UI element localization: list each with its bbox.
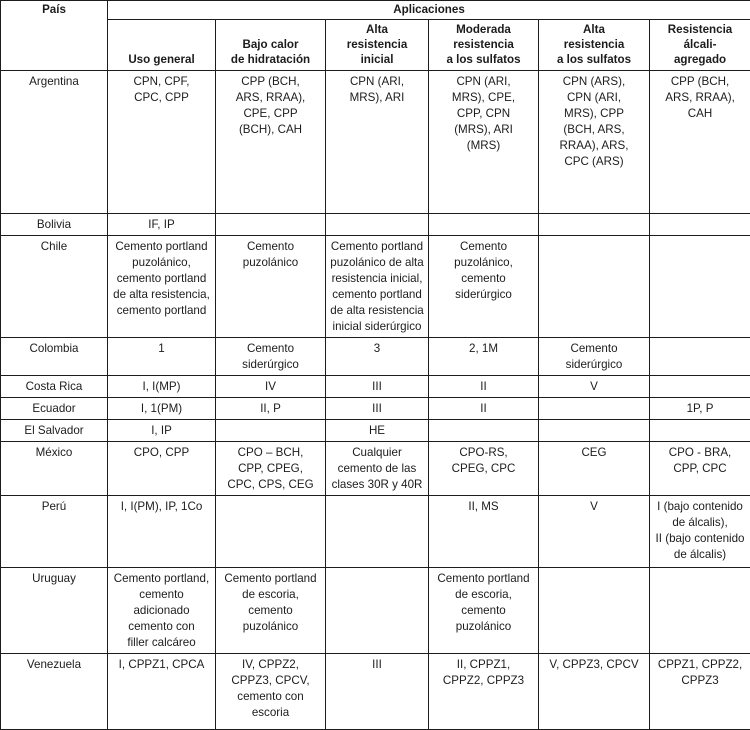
- cell-text-line: Cemento portland: [329, 239, 425, 255]
- cell-text-line: CPN, CPF,: [111, 74, 212, 90]
- table-cell: [216, 236, 326, 338]
- table-cell: [650, 214, 750, 236]
- cell-text-line: CPN (ARS),: [542, 74, 646, 90]
- cell-text-line: cemento con: [219, 689, 322, 705]
- cell-text-line: V, CPPZ3, CPCV: [542, 657, 646, 673]
- cell-text-line: I (bajo contenido: [653, 499, 747, 515]
- cell-text-line: de hidratación: [219, 52, 322, 67]
- cell-text-line: de escoria,: [219, 587, 322, 603]
- cell-text-line: I, IP: [111, 423, 212, 439]
- cell-text-line: inicial siderúrgico: [329, 319, 425, 335]
- cell-text-line: siderúrgico: [219, 357, 322, 373]
- cell-text-line: puzolánico: [219, 619, 322, 635]
- table-row: [1, 398, 750, 420]
- table-cell: [108, 654, 216, 730]
- table-cell: [539, 442, 650, 496]
- column-header: [650, 20, 750, 71]
- table-cell: [108, 398, 216, 420]
- country-cell: Ecuador: [1, 398, 108, 420]
- table-cell: [216, 398, 326, 420]
- cell-text-line: Cemento portland: [432, 571, 535, 587]
- country-cell: Chile: [1, 236, 108, 338]
- cell-text-line: clases 30R y 40R: [329, 477, 425, 493]
- table-cell: [216, 496, 326, 568]
- cell-text-line: filler calcáreo: [111, 635, 212, 651]
- cell-text-line: III: [329, 379, 425, 395]
- table-cell: [429, 376, 539, 398]
- table-row: [1, 338, 750, 376]
- cell-text-line: (MRS): [432, 138, 535, 154]
- cell-text-line: escoria: [219, 705, 322, 721]
- cell-text-line: CPE, CPP: [219, 106, 322, 122]
- table-cell: [650, 398, 750, 420]
- cell-text-line: puzolánico,: [432, 255, 535, 271]
- table-cell: [539, 496, 650, 568]
- table-cell: [539, 376, 650, 398]
- cell-text-line: siderúrgico: [432, 287, 535, 303]
- cell-text-line: Cemento: [219, 239, 322, 255]
- cell-text-line: Alta: [329, 22, 425, 37]
- table-row: [1, 420, 750, 442]
- cell-text-line: CPO-RS,: [432, 445, 535, 461]
- country-cell: El Salvador: [1, 420, 108, 442]
- cell-text-line: (MRS), ARI: [432, 122, 535, 138]
- cell-text-line: Cemento: [432, 239, 535, 255]
- table-row: [1, 496, 750, 568]
- cell-text-line: cemento: [219, 603, 322, 619]
- table-cell: [429, 442, 539, 496]
- cell-text-line: CPEG, CPC: [432, 461, 535, 477]
- table-row: [1, 442, 750, 496]
- column-header: [429, 20, 539, 71]
- table-cell: [539, 236, 650, 338]
- cell-text-line: inicial: [329, 52, 425, 67]
- cell-text-line: cemento con: [111, 619, 212, 635]
- cell-text-line: puzolánico: [432, 619, 535, 635]
- cell-text-line: cemento portland: [329, 287, 425, 303]
- cell-text-line: Resistencia: [653, 22, 747, 37]
- table-cell: [429, 398, 539, 420]
- cell-text-line: puzolánico,: [111, 255, 212, 271]
- country-cell: Venezuela: [1, 654, 108, 730]
- cell-text-line: CPP, CPC: [653, 461, 747, 477]
- header-row-columns: [1, 20, 750, 71]
- cell-text-line: RRAA), ARS,: [542, 138, 646, 154]
- cell-text-line: CEG: [542, 445, 646, 461]
- cell-text-line: Alta: [542, 22, 646, 37]
- cell-text-line: de álcalis),: [653, 515, 747, 531]
- country-cell: Costa Rica: [1, 376, 108, 398]
- applications-group-header: Aplicaciones: [108, 1, 750, 20]
- cell-text-line: cemento: [432, 603, 535, 619]
- table-row: [1, 376, 750, 398]
- cell-text-line: II: [432, 401, 535, 417]
- cell-text-line: CPC, CPS, CEG: [219, 477, 322, 493]
- table-cell: [216, 376, 326, 398]
- table-cell: [429, 71, 539, 214]
- country-cell: Uruguay: [1, 568, 108, 654]
- cell-text-line: álcali-: [653, 37, 747, 52]
- table-row: [1, 71, 750, 214]
- table-cell: [108, 71, 216, 214]
- cell-text-line: HE: [329, 423, 425, 439]
- table-cell: [539, 420, 650, 442]
- country-cell: Colombia: [1, 338, 108, 376]
- table-cell: [326, 496, 429, 568]
- table-cell: [326, 338, 429, 376]
- cell-text-line: cemento: [432, 271, 535, 287]
- country-cell: Perú: [1, 496, 108, 568]
- cell-text-line: resistencia inicial,: [329, 271, 425, 287]
- cell-text-line: IV, CPPZ2,: [219, 657, 322, 673]
- table-cell: [108, 214, 216, 236]
- table-cell: [429, 236, 539, 338]
- table-cell: [216, 654, 326, 730]
- cell-text-line: Uso general: [111, 52, 212, 67]
- country-column-header: País: [1, 1, 108, 71]
- cell-text-line: CPP (BCH,: [653, 74, 747, 90]
- header-row-top: [1, 1, 750, 20]
- cell-text-line: CPN (ARI,: [329, 74, 425, 90]
- cell-text-line: MRS), CPP: [542, 106, 646, 122]
- table-cell: [216, 214, 326, 236]
- table-header: [1, 1, 750, 71]
- table-cell: [108, 442, 216, 496]
- table-cell: [539, 654, 650, 730]
- cell-text-line: III: [329, 657, 425, 673]
- column-header: [539, 20, 650, 71]
- table-cell: [650, 568, 750, 654]
- cell-text-line: 1P, P: [653, 401, 747, 417]
- table-cell: [539, 568, 650, 654]
- cell-text-line: CPC, CPP: [111, 90, 212, 106]
- table-cell: [429, 214, 539, 236]
- cell-text-line: cemento de las: [329, 461, 425, 477]
- cell-text-line: I, I(MP): [111, 379, 212, 395]
- table-cell: [326, 214, 429, 236]
- table-cell: [216, 71, 326, 214]
- table-row: [1, 236, 750, 338]
- cell-text-line: Cualquier: [329, 445, 425, 461]
- table-cell: [108, 236, 216, 338]
- table-body: [1, 71, 750, 730]
- cell-text-line: a los sulfatos: [432, 52, 535, 67]
- table-cell: [539, 71, 650, 214]
- cell-text-line: II: [432, 379, 535, 395]
- cell-text-line: adicionado: [111, 603, 212, 619]
- table-cell: [429, 568, 539, 654]
- table-cell: [539, 214, 650, 236]
- table-cell: [326, 442, 429, 496]
- cell-text-line: V: [542, 379, 646, 395]
- cell-text-line: II (bajo contenido: [653, 531, 747, 547]
- cell-text-line: (BCH), CAH: [219, 122, 322, 138]
- cell-text-line: ARS, RRAA),: [653, 90, 747, 106]
- cell-text-line: Cemento portland,: [111, 571, 212, 587]
- table-cell: [429, 338, 539, 376]
- cell-text-line: siderúrgico: [542, 357, 646, 373]
- country-cell: Argentina: [1, 71, 108, 214]
- cell-text-line: MRS), ARI: [329, 90, 425, 106]
- country-cell: Bolivia: [1, 214, 108, 236]
- table-cell: [539, 338, 650, 376]
- table-cell: [650, 236, 750, 338]
- cell-text-line: V: [542, 499, 646, 515]
- cell-text-line: II, MS: [432, 499, 535, 515]
- cell-text-line: CPO, CPP: [111, 445, 212, 461]
- table-cell: [539, 398, 650, 420]
- cell-text-line: CPN (ARI,: [432, 74, 535, 90]
- table-cell: [108, 568, 216, 654]
- cell-text-line: 2, 1M: [432, 341, 535, 357]
- cell-text-line: III: [329, 401, 425, 417]
- table-cell: [216, 568, 326, 654]
- cell-text-line: CPPZ1, CPPZ2,: [653, 657, 747, 673]
- table-row: [1, 654, 750, 730]
- cell-text-line: I, 1(PM): [111, 401, 212, 417]
- cell-text-line: IF, IP: [111, 217, 212, 233]
- cell-text-line: Bajo calor: [219, 37, 322, 52]
- cell-text-line: puzolánico de alta: [329, 255, 425, 271]
- cell-text-line: resistencia: [542, 37, 646, 52]
- cell-text-line: CPP (BCH,: [219, 74, 322, 90]
- table-cell: [650, 376, 750, 398]
- table-cell: [429, 654, 539, 730]
- cell-text-line: Moderada: [432, 22, 535, 37]
- cell-text-line: resistencia: [432, 37, 535, 52]
- cell-text-line: CPPZ3, CPCV,: [219, 673, 322, 689]
- table-cell: [326, 654, 429, 730]
- column-header: [108, 20, 216, 71]
- table-cell: [650, 496, 750, 568]
- table-cell: [108, 496, 216, 568]
- table-cell: [650, 338, 750, 376]
- country-cell: México: [1, 442, 108, 496]
- table-cell: [650, 71, 750, 214]
- cell-text-line: de escoria,: [432, 587, 535, 603]
- cell-text-line: I, I(PM), IP, 1Co: [111, 499, 212, 515]
- cell-text-line: CPP, CPN: [432, 106, 535, 122]
- table-cell: [326, 71, 429, 214]
- cell-text-line: cemento portland: [111, 271, 212, 287]
- table-cell: [216, 338, 326, 376]
- cell-text-line: IV: [219, 379, 322, 395]
- table-cell: [650, 420, 750, 442]
- cell-text-line: (BCH, ARS,: [542, 122, 646, 138]
- cell-text-line: cemento portland: [111, 303, 212, 319]
- table-cell: [650, 654, 750, 730]
- cell-text-line: agregado: [653, 52, 747, 67]
- column-header: [216, 20, 326, 71]
- cell-text-line: a los sulfatos: [542, 52, 646, 67]
- cell-text-line: Cemento: [219, 341, 322, 357]
- table-cell: [216, 420, 326, 442]
- cell-text-line: II, CPPZ1,: [432, 657, 535, 673]
- table-cell: [108, 376, 216, 398]
- column-header: [326, 20, 429, 71]
- table-cell: [326, 376, 429, 398]
- cell-text-line: Cemento portland: [219, 571, 322, 587]
- cell-text-line: CPP, CPEG,: [219, 461, 322, 477]
- cell-text-line: CPO – BCH,: [219, 445, 322, 461]
- cell-text-line: de álcalis): [653, 547, 747, 563]
- cell-text-line: I, CPPZ1, CPCA: [111, 657, 212, 673]
- cell-text-line: Cemento portland: [111, 239, 212, 255]
- table-cell: [326, 398, 429, 420]
- cell-text-line: de alta resistencia,: [111, 287, 212, 303]
- cell-text-line: 3: [329, 341, 425, 357]
- cell-text-line: II, P: [219, 401, 322, 417]
- table-cell: [216, 442, 326, 496]
- cell-text-line: puzolánico: [219, 255, 322, 271]
- table-row: [1, 214, 750, 236]
- table-cell: [326, 420, 429, 442]
- cell-text-line: CAH: [653, 106, 747, 122]
- cell-text-line: Cemento: [542, 341, 646, 357]
- table-cell: [108, 420, 216, 442]
- table-cell: [429, 496, 539, 568]
- cell-text-line: cemento: [111, 587, 212, 603]
- cell-text-line: MRS), CPE,: [432, 90, 535, 106]
- cell-text-line: CPO - BRA,: [653, 445, 747, 461]
- cell-text-line: CPPZ3: [653, 673, 747, 689]
- cell-text-line: ARS, RRAA),: [219, 90, 322, 106]
- cell-text-line: CPC (ARS): [542, 154, 646, 170]
- table-cell: [108, 338, 216, 376]
- table-cell: [429, 420, 539, 442]
- table-row: [1, 568, 750, 654]
- cell-text-line: CPN (ARI,: [542, 90, 646, 106]
- table-cell: [650, 442, 750, 496]
- cell-text-line: de alta resistencia: [329, 303, 425, 319]
- cell-text-line: 1: [111, 341, 212, 357]
- cell-text-line: CPPZ2, CPPZ3: [432, 673, 535, 689]
- table-cell: [326, 236, 429, 338]
- cell-text-line: resistencia: [329, 37, 425, 52]
- table-cell: [326, 568, 429, 654]
